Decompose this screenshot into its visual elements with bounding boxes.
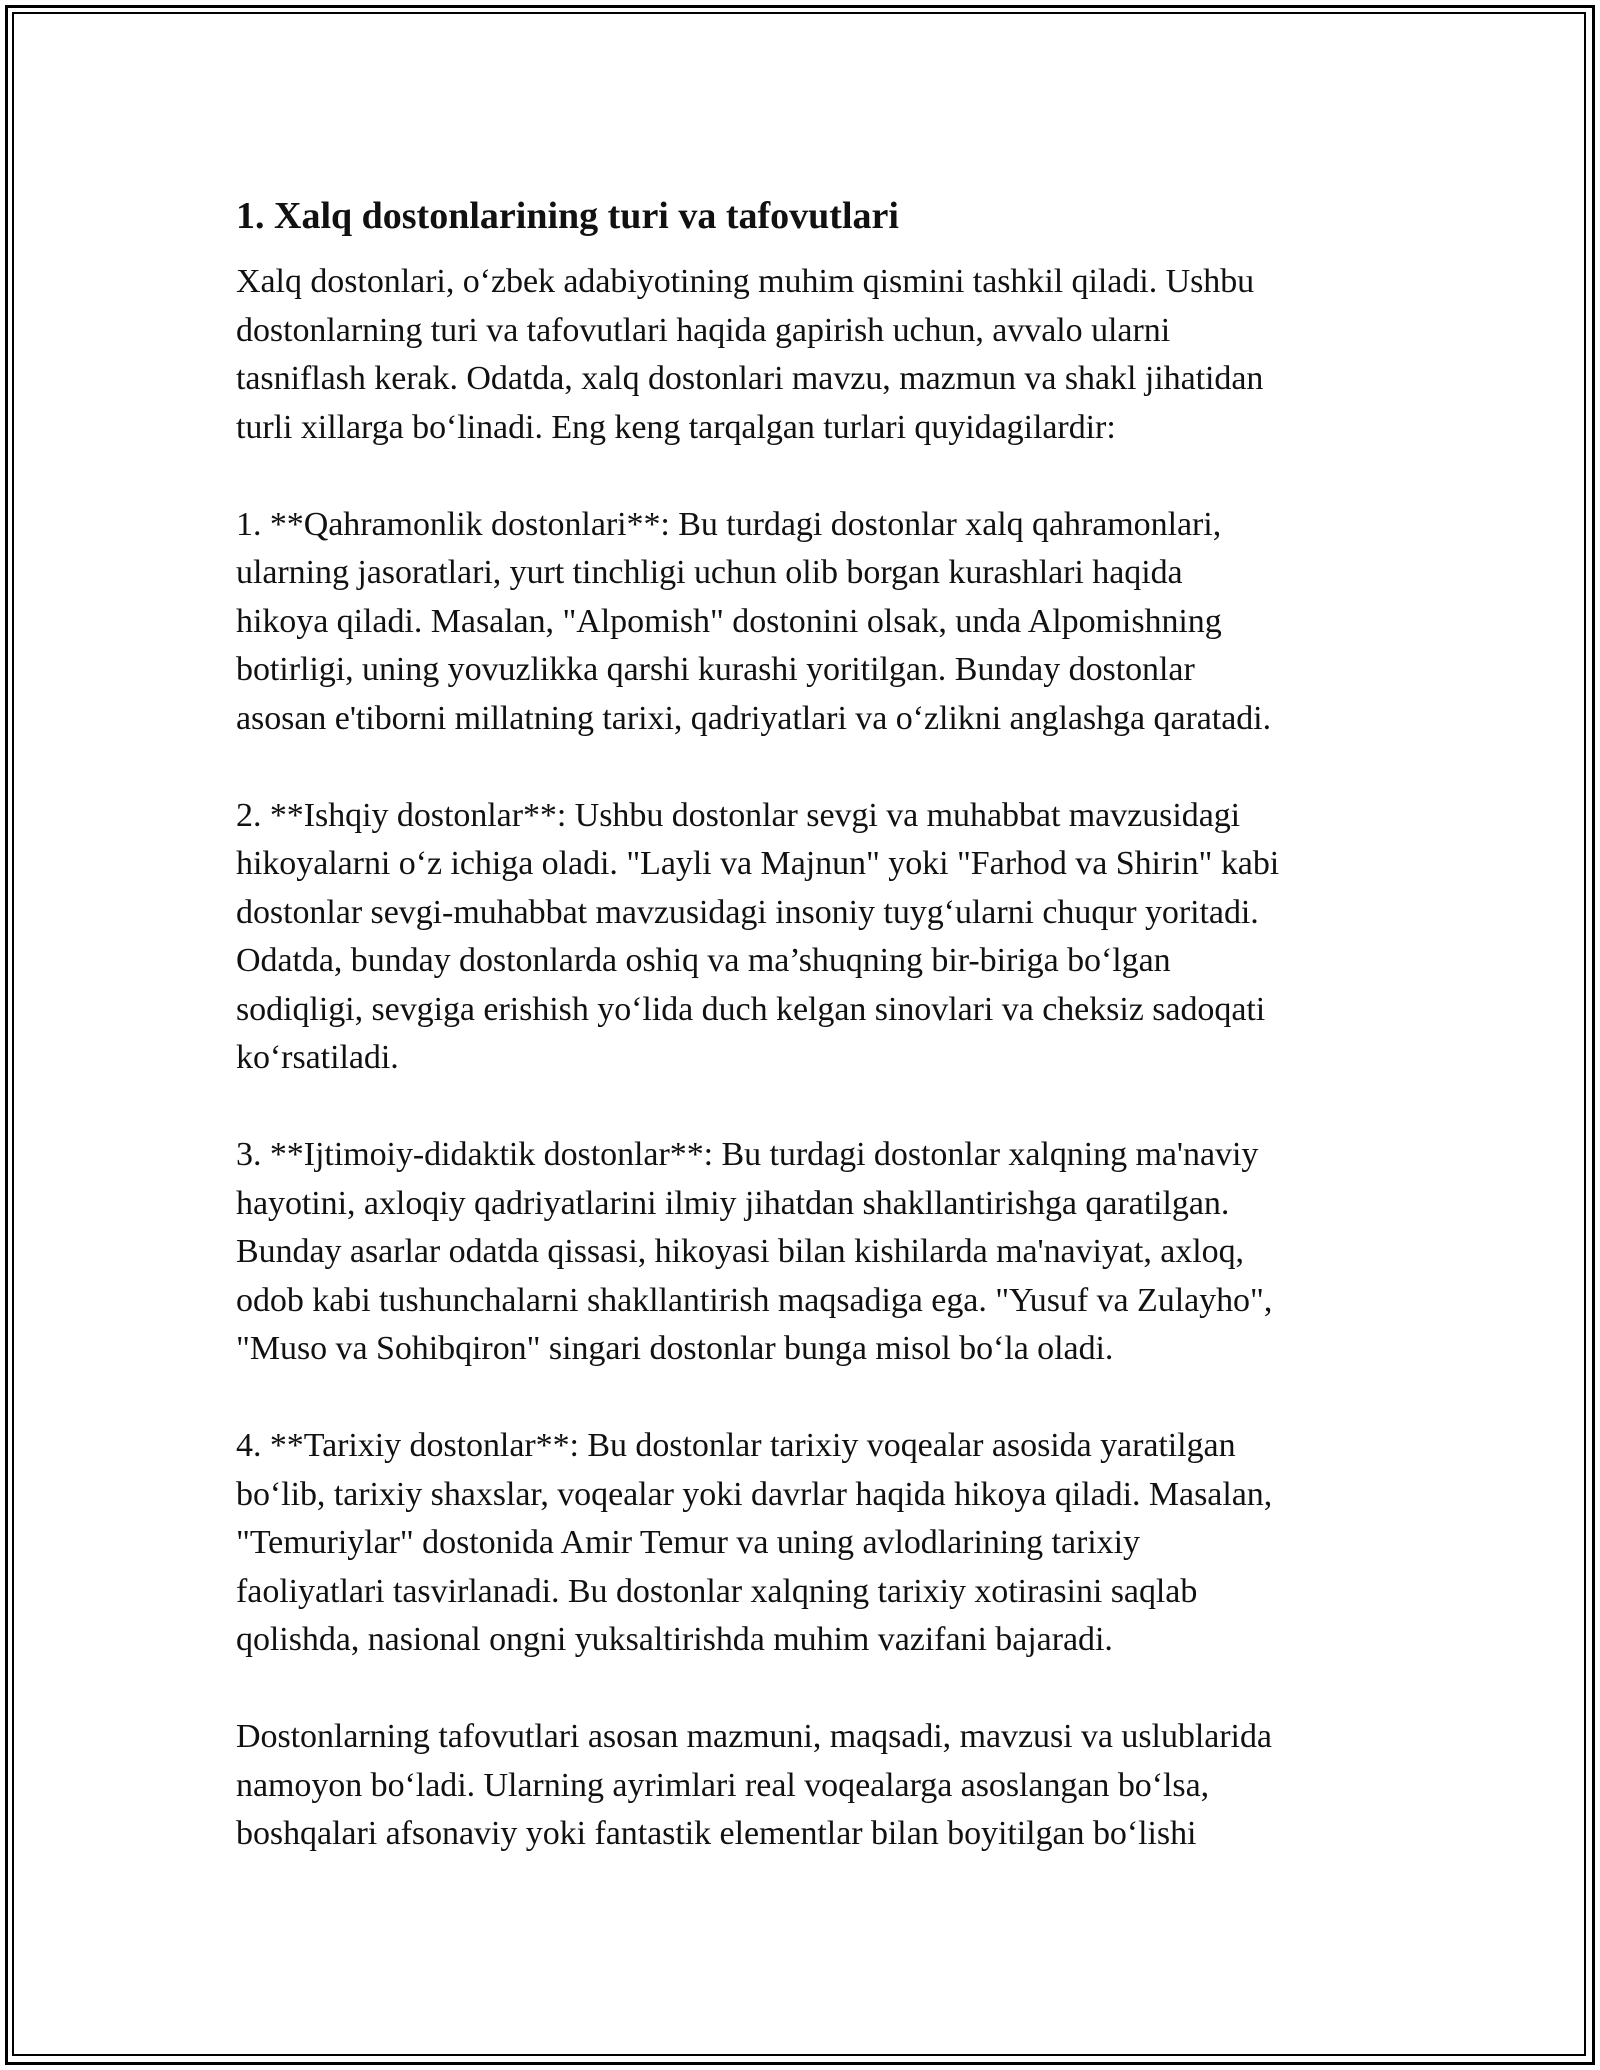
paragraph-line: "Temuriylar" dostonida Amir Temur va uning avlodlarining tarixiy: [236, 1524, 1140, 1561]
document-title: 1. Xalq dostonlarining turi va tafovutlari: [236, 195, 899, 237]
paragraph-line: hikoyalarni o‘z ichiga oladi. "Layli va Majnun" yoki "Farhod va Shirin" kabi: [236, 845, 1280, 882]
paragraph-line: ko‘rsatiladi.: [236, 1039, 399, 1076]
paragraph-line: 2. **Ishqiy dostonlar**: Ushbu dostonlar sevgi va muhabbat mavzusidagi: [236, 796, 1241, 834]
paragraph-line: 1. **Qahramonlik dostonlari**: Bu turdagi dostonlar xalq qahramonlari,: [236, 505, 1222, 543]
paragraph-list: [236, 258, 1386, 1859]
paragraph: [236, 1422, 1386, 1665]
paragraph: [236, 792, 1386, 1083]
paragraph-line: hikoya qiladi. Masalan, "Alpomish" dostonini olsak, unda Alpomishning: [236, 602, 1222, 640]
paragraph-line: Bunday asarlar odatda qissasi, hikoyasi bilan kishilarda ma'naviyat, axloq,: [236, 1233, 1244, 1270]
paragraph: [236, 501, 1386, 744]
paragraph-line: Odatda, bunday dostonlarda oshiq va ma’shuqning bir-biriga bo‘lgan: [236, 942, 1171, 979]
paragraph-line: dostonlarning turi va tafovutlari haqida gapirish uchun, avvalo ularni: [236, 311, 1171, 349]
paragraph-line: ularning jasoratlari, yurt tinchligi uchun olib borgan kurashlari haqida: [236, 554, 1183, 591]
paragraph-line: "Muso va Sohibqiron" singari dostonlar bunga misol bo‘la oladi.: [236, 1330, 1114, 1367]
paragraph-line: turli xillarga bo‘linadi. Eng keng tarqalgan turlari quyidagilardir:: [236, 408, 1116, 446]
paragraph-line: Dostonlarning tafovutlari asosan mazmuni, maqsadi, mavzusi va uslublarida: [236, 1718, 1272, 1755]
paragraph-line: hayotini, axloqiy qadriyatlarini ilmiy jihatdan shakllantirishga qaratilgan.: [236, 1184, 1230, 1222]
paragraph-line: namoyon bo‘ladi. Ularning ayrimlari real voqealarga asoslangan bo‘lsa,: [236, 1766, 1210, 1804]
paragraph-line: 3. **Ijtimoiy-didaktik dostonlar**: Bu turdagi dostonlar xalqning ma'naviy: [236, 1136, 1259, 1173]
paragraph-line: botirligi, uning yovuzlikka qarshi kurashi yoritilgan. Bunday dostonlar: [236, 651, 1195, 688]
document-body: [236, 188, 1386, 1907]
paragraph-line: qolishda, nasional ongni yuksaltirishda muhim vazifani bajaradi.: [236, 1621, 1113, 1658]
paragraph-line: odob kabi tushunchalarni shakllantirish maqsadiga ega. "Yusuf va Zulayho",: [236, 1281, 1273, 1319]
paragraph-line: 4. **Tarixiy dostonlar**: Bu dostonlar tarixiy voqealar asosida yaratilgan: [236, 1427, 1236, 1464]
paragraph: [236, 1713, 1386, 1859]
paragraph-line: Xalq dostonlari, o‘zbek adabiyotining muhim qismini tashkil qiladi. Ushbu: [236, 263, 1255, 300]
paragraph-line: bo‘lib, tarixiy shaxslar, voqealar yoki davrlar haqida hikoya qiladi. Masalan,: [236, 1475, 1273, 1513]
paragraph-line: sodiqligi, sevgiga erishish yo‘lida duch kelgan sinovlari va cheksiz sadoqati: [236, 990, 1266, 1028]
paragraph: [236, 258, 1386, 452]
paragraph-line: faoliyatlari tasvirlanadi. Bu dostonlar xalqning tarixiy xotirasini saqlab: [236, 1572, 1198, 1610]
paragraph-line: boshqalari afsonaviy yoki fantastik elementlar bilan boyitilgan bo‘lishi: [236, 1815, 1197, 1852]
paragraph: [236, 1131, 1386, 1374]
paragraph-line: asosan e'tiborni millatning tarixi, qadriyatlari va o‘zlikni anglashga qaratadi.: [236, 699, 1272, 737]
paragraph-line: dostonlar sevgi-muhabbat mavzusidagi insoniy tuyg‘ularni chuqur yoritadi.: [236, 893, 1259, 931]
paragraph-line: tasniflash kerak. Odatda, xalq dostonlari mavzu, mazmun va shakl jihatidan: [236, 360, 1264, 397]
